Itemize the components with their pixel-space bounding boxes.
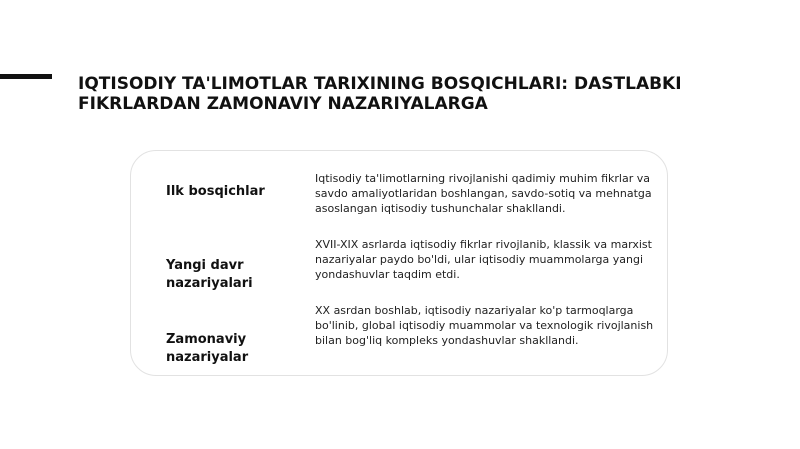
stage-label-early: Ilk bosqichlar — [166, 184, 265, 199]
title-accent-bar — [0, 74, 52, 79]
stage-text-early: Iqtisodiy ta'limotlarning rivojlanishi qadimiy muhim fikrlar va savdo amaliyotlaridan boshlangan, savdo-sotiq va mehnatga asoslangan iqtisodiy tushunchalar shakllandi. — [315, 172, 652, 215]
stage-label-modern: Zamonaviy nazariyalar — [166, 332, 249, 365]
stage-text-modern: XX asrdan boshlab, iqtisodiy nazariyalar ko'p tarmoqlarga bo'linib, global iqtisodiy muammolar va texnologik rivojlanish bilan bog'liq kompleks yondashuvlar shakllandi. — [315, 304, 654, 347]
stages-card — [130, 150, 668, 376]
slide-title: IQTISODIY TA'LIMOTLAR TARIXINING BOSQICHLARI: DASTLABKI FIKRLARDAN ZAMONAVIY NAZARIYALARGA — [78, 74, 682, 114]
stage-text-new-era: XVII-XIX asrlarda iqtisodiy fikrlar rivojlanib, klassik va marxist nazariyalar paydo bo'ldi, ular iqtisodiy muammolarga yangi yondashuvlar taqdim etdi. — [315, 238, 652, 281]
stage-label-new-era: Yangi davr nazariyalari — [166, 258, 253, 291]
